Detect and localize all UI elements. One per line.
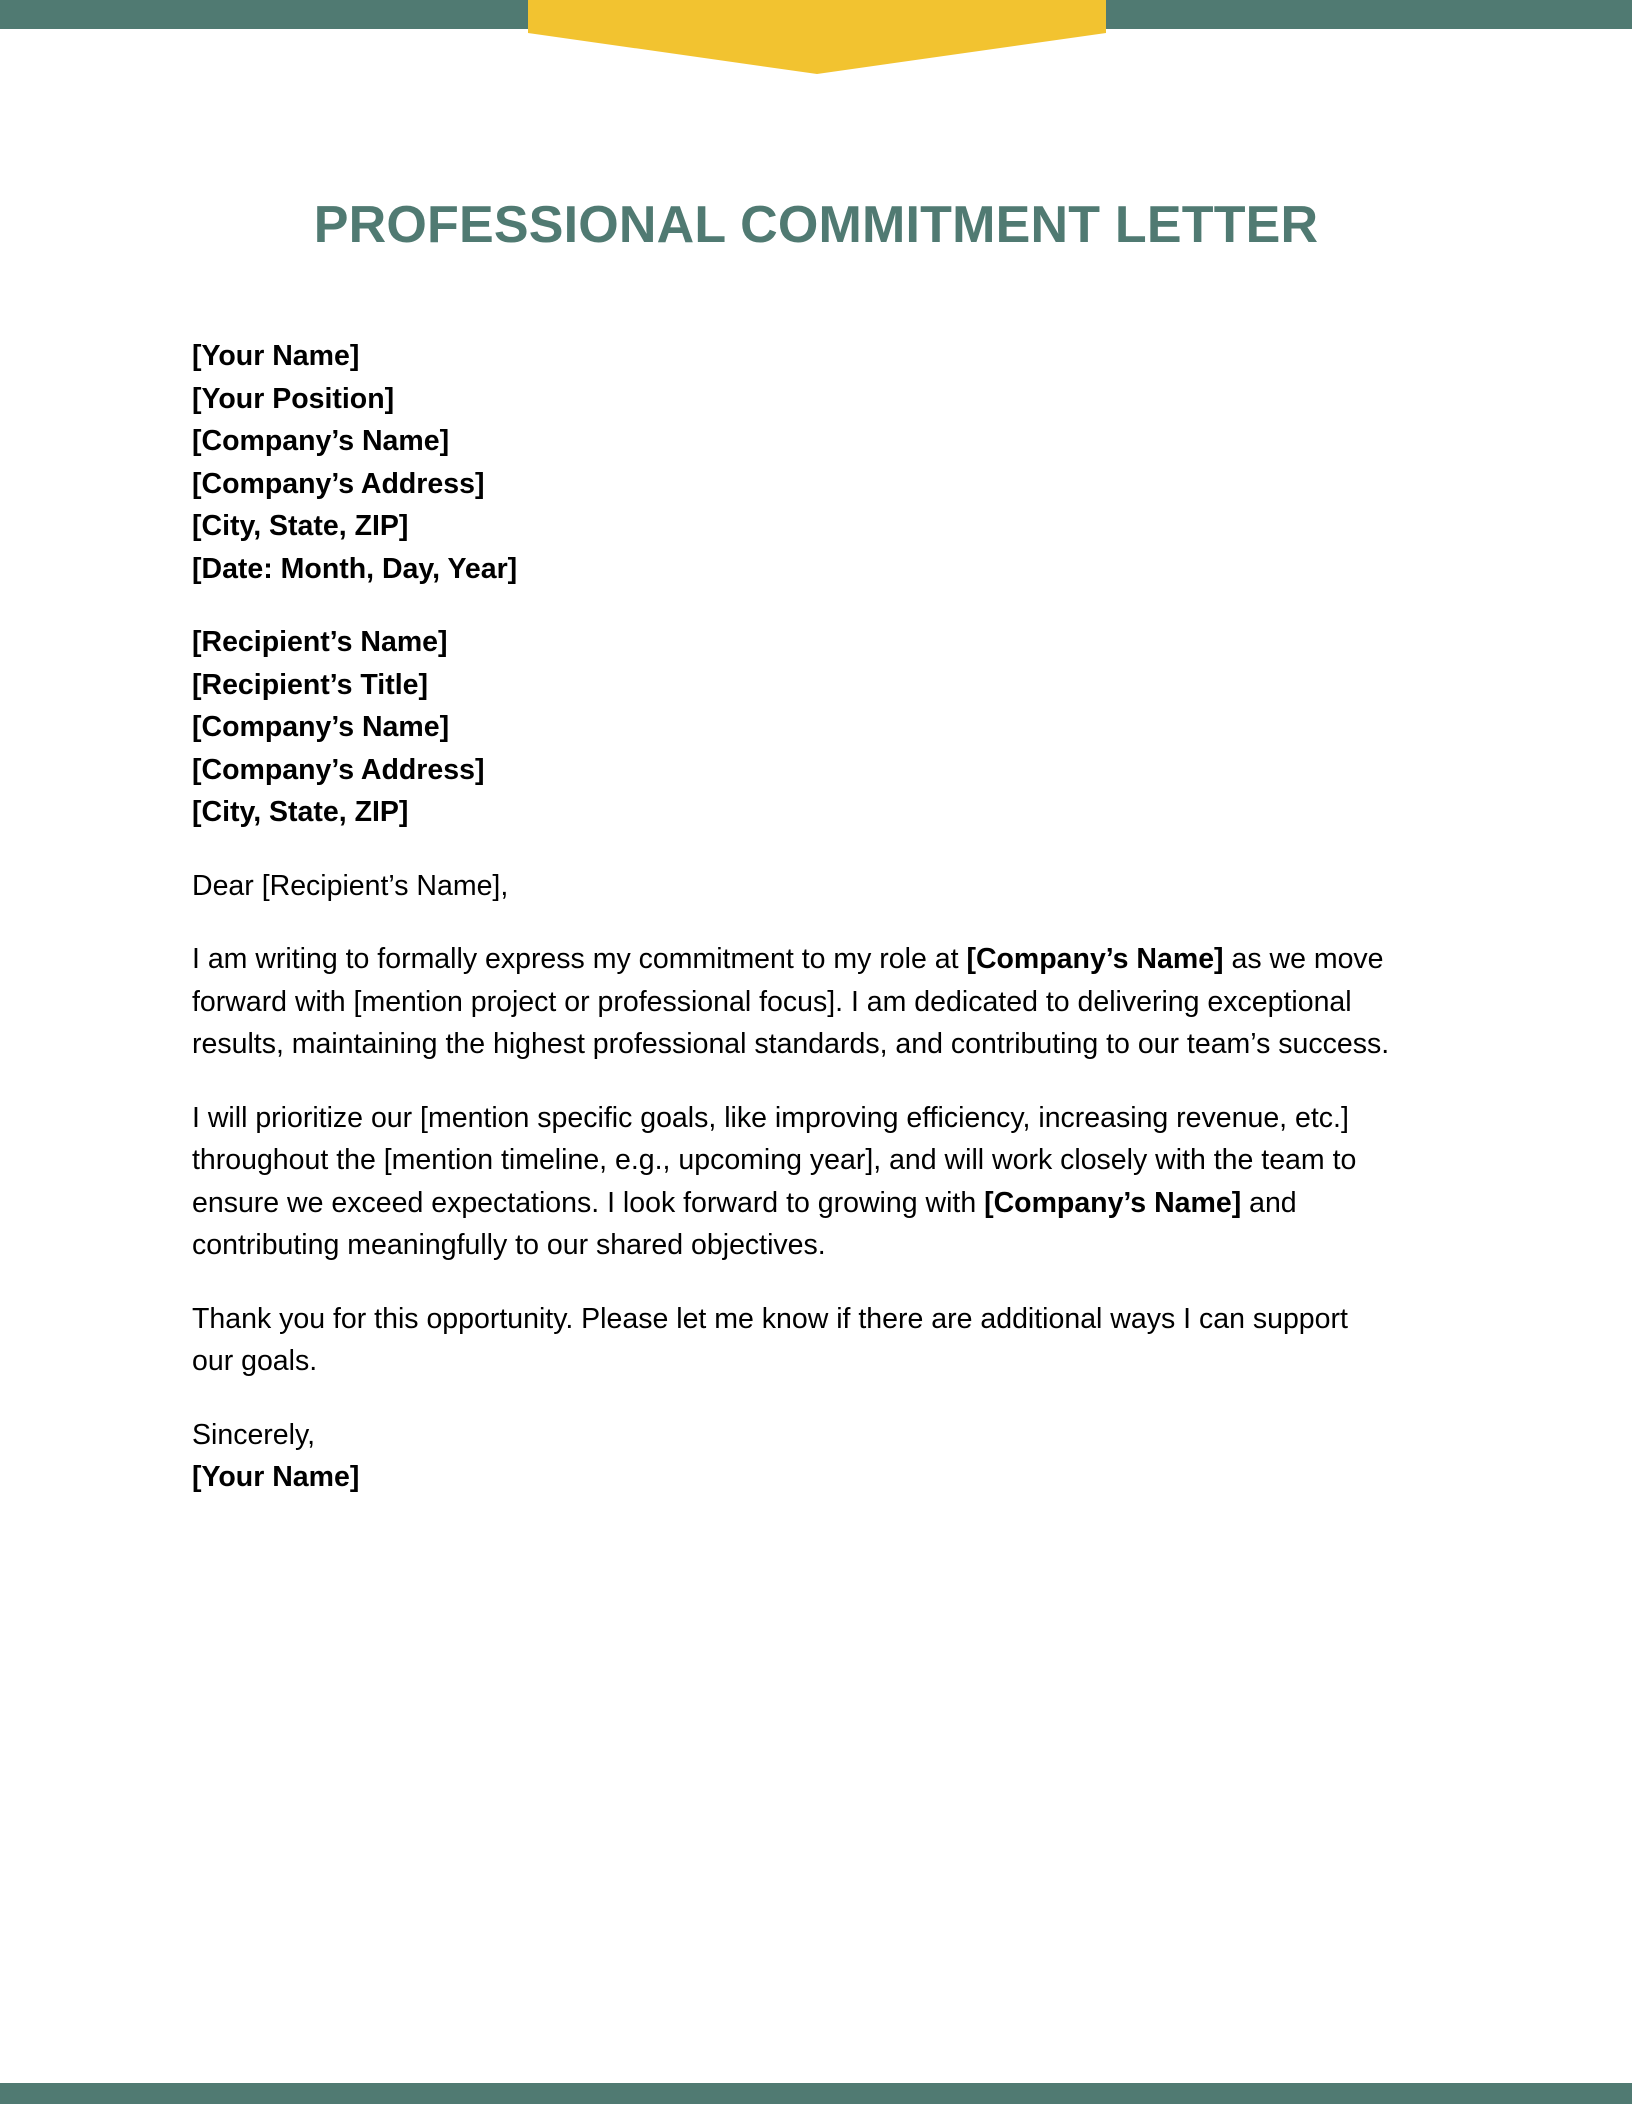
sender-block — [192, 335, 1452, 590]
paragraph-1-line-1-text-b: as we move — [1223, 943, 1384, 975]
top-accent-tab — [0, 0, 1632, 76]
paragraph-2-line-3-text-b: and — [1241, 1186, 1297, 1219]
recipient-city: [City, State, ZIP] — [192, 796, 409, 828]
sender-date: [Date: Month, Day, Year] — [192, 552, 518, 585]
paragraph-3-line-1: Thank you for this opportunity. Please let me know if there are additional ways I can support — [192, 1302, 1348, 1335]
paragraph-1-line-2: forward with [mention project or professional focus]. I am dedicated to delivering exceptional — [192, 985, 1352, 1018]
closing-valediction: Sincerely, — [192, 1418, 316, 1451]
paragraph-1-line-1-text-a: I am writing to formally express my commitment to my role at — [192, 943, 967, 975]
closing-block — [192, 1414, 1452, 1499]
paragraph-2-line-1: I will prioritize our [mention specific goals, like improving efficiency, increasing revenue, etc.] — [192, 1101, 1349, 1134]
sender-address: [Company’s Address] — [192, 467, 485, 500]
paragraph-2-line-4: contributing meaningfully to our shared objectives. — [192, 1229, 826, 1261]
paragraph-1-line-3: results, maintaining the highest professional standards, and contributing to our team’s success. — [192, 1028, 1390, 1060]
bottom-accent-bar — [0, 2083, 1632, 2104]
recipient-name: [Recipient’s Name] — [192, 626, 448, 658]
letter-body — [192, 335, 1452, 1499]
paragraph-2-line-3 — [192, 1182, 1452, 1225]
paragraph-1-line-1 — [192, 938, 1452, 981]
closing-name: [Your Name] — [192, 1461, 360, 1493]
paragraph-2-company-name: [Company’s Name] — [984, 1186, 1242, 1219]
recipient-company: [Company’s Name] — [192, 711, 450, 743]
recipient-block — [192, 621, 1452, 834]
recipient-title: [Recipient’s Title] — [192, 668, 428, 701]
paragraph-1 — [192, 938, 1452, 1066]
salutation-text: Dear [Recipient’s Name], — [192, 869, 509, 902]
paragraph-2-line-3-text-a: ensure we exceed expectations. I look forward to growing with — [192, 1186, 985, 1219]
sender-position: [Your Position] — [192, 382, 395, 415]
sender-name: [Your Name] — [192, 340, 360, 372]
paragraph-2-line-2: throughout the [mention timeline, e.g., upcoming year], and will work closely with the team to — [192, 1144, 1357, 1176]
paragraph-2 — [192, 1097, 1452, 1267]
page-title: PROFESSIONAL COMMITMENT LETTER — [313, 196, 1319, 254]
salutation — [192, 865, 1452, 908]
paragraph-3-line-2: our goals. — [192, 1345, 318, 1377]
paragraph-1-company-name: [Company’s Name] — [966, 943, 1224, 975]
paragraph-3 — [192, 1298, 1452, 1383]
sender-company: [Company’s Name] — [192, 425, 450, 457]
recipient-address: [Company’s Address] — [192, 753, 485, 786]
sender-city: [City, State, ZIP] — [192, 510, 409, 542]
